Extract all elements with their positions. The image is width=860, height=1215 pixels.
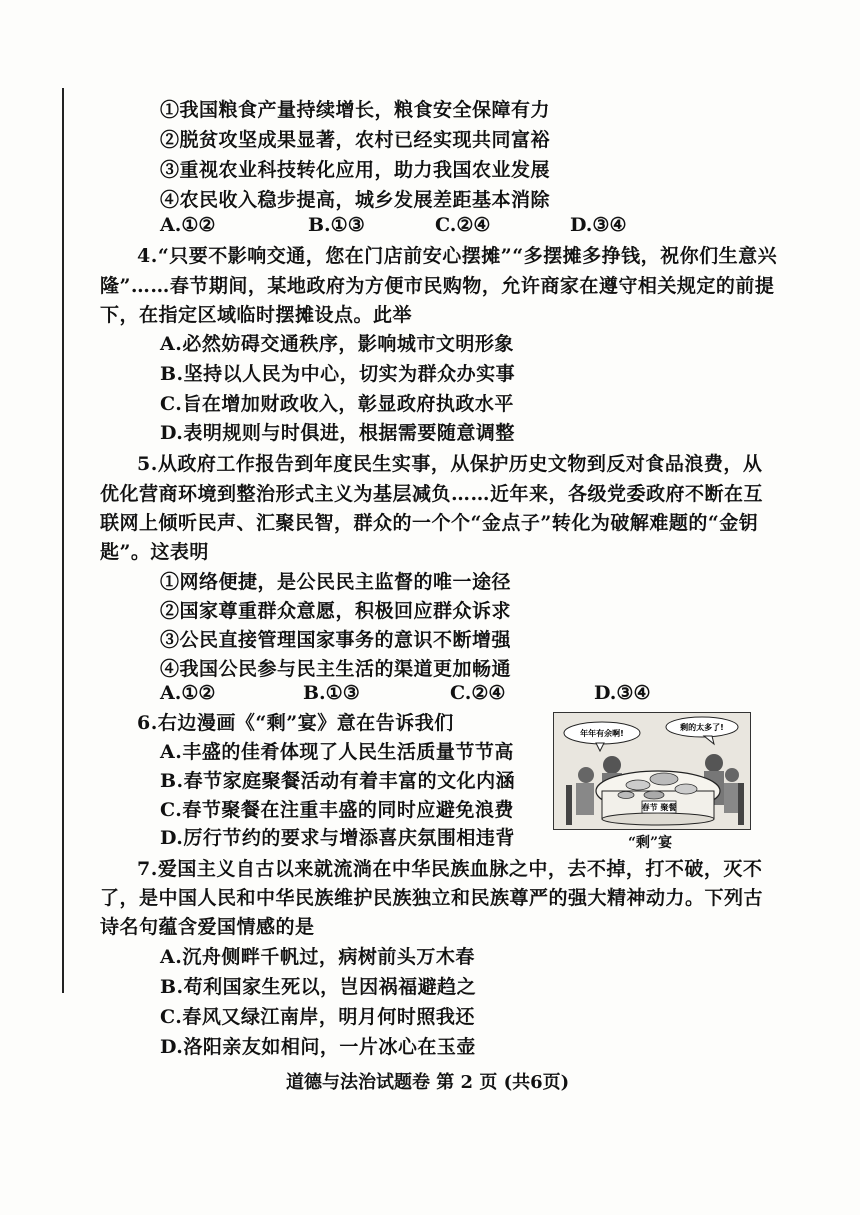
cartoon-caption: “剩”宴 bbox=[628, 835, 673, 851]
binding-margin-line bbox=[62, 88, 64, 993]
q7-option-a[interactable]: A.沉舟侧畔千帆过，病树前头万木春 bbox=[160, 946, 475, 968]
q6-option-d[interactable]: D.厉行节约的要求与增添喜庆氛围相违背 bbox=[160, 827, 515, 849]
q5-option-d[interactable]: D.③④ bbox=[594, 682, 651, 704]
q6-option-a[interactable]: A.丰盛的佳肴体现了人民生活质量节节高 bbox=[160, 741, 514, 763]
q5-item-1: ①网络便捷，是公民民主监督的唯一途径 bbox=[160, 571, 512, 593]
bubble-left-text: 年年有余啊! bbox=[580, 729, 624, 738]
q5-item-2: ②国家尊重群众意愿，积极回应群众诉求 bbox=[160, 600, 512, 622]
q7-option-c[interactable]: C.春风又绿江南岸，明月何时照我还 bbox=[160, 1006, 475, 1028]
q6-option-c[interactable]: C.春节聚餐在注重丰盛的同时应避免浪费 bbox=[160, 799, 514, 821]
bubble-right-text: 剩的太多了! bbox=[680, 723, 724, 732]
q3-options bbox=[160, 213, 720, 237]
q4-option-a[interactable]: A.必然妨碍交通秩序，影响城市文明形象 bbox=[160, 333, 514, 355]
q5-item-3: ③公民直接管理国家事务的意识不断增强 bbox=[160, 629, 512, 651]
q3-item-4: ④农民收入稳步提高，城乡发展差距基本消除 bbox=[160, 189, 551, 211]
q5-stem-line-4: 匙”。这表明 bbox=[100, 541, 209, 563]
q7-option-d[interactable]: D.洛阳亲友如相问，一片冰心在玉壶 bbox=[160, 1036, 476, 1058]
q5-option-b[interactable]: B.①③ bbox=[303, 682, 360, 704]
q5-stem-line-3: 联网上倾听民声、汇聚民智，群众的一个个“金点子”转化为破解难题的“金钥 bbox=[100, 512, 759, 534]
q3-option-d[interactable]: D.③④ bbox=[570, 214, 627, 236]
q5-options bbox=[160, 681, 680, 705]
q4-option-d[interactable]: D.表明规则与时俱进，根据需要随意调整 bbox=[160, 422, 515, 444]
q3-item-1: ①我国粮食产量持续增长，粮食安全保障有力 bbox=[160, 99, 551, 121]
q4-stem-line-3: 下，在指定区域临时摆摊设点。此举 bbox=[100, 304, 413, 326]
q3-option-a[interactable]: A.①② bbox=[160, 214, 216, 236]
q7-option-b[interactable]: B.苟利国家生死以，岂因祸福避趋之 bbox=[160, 976, 477, 998]
table-label-text: 春节 聚餐 bbox=[641, 803, 677, 812]
q5-stem-line-1: 5.从政府工作报告到年度民生实事，从保护历史文物到反对食品浪费，从 bbox=[137, 453, 763, 475]
q4-stem-line-2: 隆”……春节期间，某地政府为方便市民购物，允许商家在遵守相关规定的前提 bbox=[100, 275, 775, 297]
cartoon-drawing bbox=[554, 713, 750, 829]
q3-item-3: ③重视农业科技转化应用，助力我国农业发展 bbox=[160, 159, 551, 181]
q6-option-b[interactable]: B.春节家庭聚餐活动有着丰富的文化内涵 bbox=[160, 770, 516, 792]
q5-option-c[interactable]: C.②④ bbox=[450, 682, 506, 704]
q3-option-b[interactable]: B.①③ bbox=[308, 214, 365, 236]
q7-stem-line-2: 了，是中国人民和中华民族维护民族独立和民族尊严的强大精神动力。下列古 bbox=[100, 887, 764, 909]
q4-stem-line-1: 4.“只要不影响交通，您在门店前安心摆摊”“多摆摊多挣钱，祝你们生意兴 bbox=[137, 245, 778, 267]
q5-item-4: ④我国公民参与民主生活的渠道更加畅通 bbox=[160, 658, 512, 680]
q6-stem: 6.右边漫画《“剩”宴》意在告诉我们 bbox=[137, 712, 454, 734]
q7-stem-line-3: 诗名句蕴含爱国情感的是 bbox=[100, 916, 315, 938]
q5-option-a[interactable]: A.①② bbox=[160, 682, 216, 704]
q5-stem-line-2: 优化营商环境到整治形式主义为基层减负……近年来，各级党委政府不断在互 bbox=[100, 483, 764, 505]
q3-item-2: ②脱贫攻坚成果显著，农村已经实现共同富裕 bbox=[160, 129, 551, 151]
cartoon-leftover-feast bbox=[553, 712, 751, 830]
q4-option-b[interactable]: B.坚持以人民为中心，切实为群众办实事 bbox=[160, 363, 516, 385]
q3-option-c[interactable]: C.②④ bbox=[435, 214, 491, 236]
page-footer: 道德与法治试题卷 第 2 页 (共6页) bbox=[286, 1072, 570, 1093]
q7-stem-line-1: 7.爱国主义自古以来就流淌在中华民族血脉之中，去不掉，打不破，灭不 bbox=[137, 858, 763, 880]
q4-option-c[interactable]: C.旨在增加财政收入，彰显政府执政水平 bbox=[160, 393, 514, 415]
